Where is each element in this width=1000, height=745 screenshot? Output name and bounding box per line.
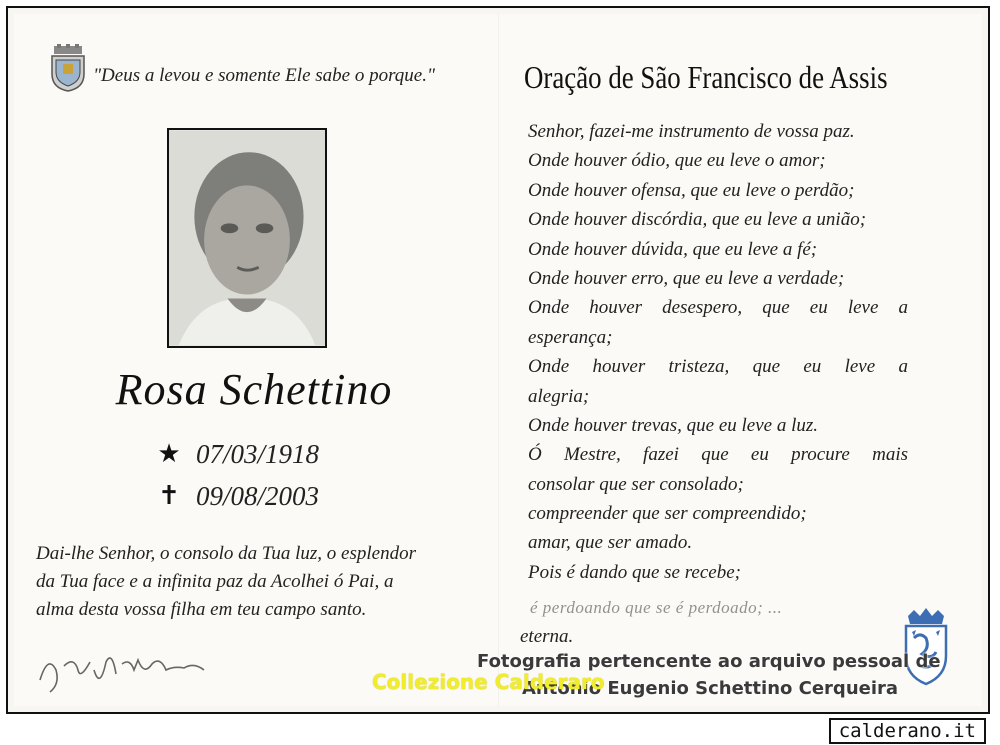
prayer-line: esperança;	[528, 326, 613, 348]
footer-bar	[0, 716, 1000, 745]
prayer-line: Onde houver trevas, que eu leve a luz.	[528, 414, 819, 436]
prayer-line: Onde houver desespero, que eu leve a	[528, 297, 908, 319]
prayer-line: Senhor, fazei-me instrumento de vossa paz.	[528, 121, 855, 142]
prayer-line: consolar que ser consolado;	[528, 473, 744, 495]
prayer-line: Pois é dando que se recebe;	[528, 561, 741, 583]
prayer-line: Onde houver dúvida, que eu leve a fé;	[528, 238, 818, 260]
prayer-line: Onde houver ódio, que eu leve o amor;	[528, 150, 826, 172]
faded-prayer-line: é perdoando que se é perdoado; ...	[530, 598, 783, 617]
star-icon: ★	[157, 439, 181, 468]
prayer-line-final: eterna.	[520, 626, 574, 647]
prayer-line: Onde houver tristeza, que eu leve a	[528, 356, 908, 378]
collection-watermark: Collezione Calderaro	[372, 670, 605, 694]
prayer-line: Onde houver ofensa, que eu leve o perdão;	[528, 179, 855, 201]
memorial-card	[14, 14, 982, 706]
prayer-line: compreender que ser compreendido;	[528, 503, 807, 525]
prayer-title: Oração de São Francisco de Assis	[524, 59, 888, 95]
prayer-line: Onde houver erro, que eu leve a verdade;	[528, 267, 845, 289]
coat-of-arms-blue-icon	[902, 608, 950, 686]
prayer-line: Ó Mestre, fazei que eu procure mais	[528, 444, 908, 466]
signature-icon	[34, 640, 234, 700]
portrait-photo	[167, 128, 327, 348]
coat-of-arms-icon	[48, 44, 88, 92]
archive-credit-line2: Antonio Eugenio Schettino Cerqueira	[522, 678, 899, 699]
archive-credit-line1: Fotografia pertencente ao arquivo pessoal de	[477, 651, 941, 672]
prayer-line: Onde houver discórdia, que eu leve a união;	[528, 209, 867, 231]
death-date-row	[154, 479, 414, 513]
prayer-line: alegria;	[528, 385, 590, 407]
cross-icon: ✝	[158, 481, 180, 510]
birth-date: 07/03/1918	[196, 438, 320, 469]
prayer-lines	[528, 117, 908, 587]
site-link[interactable]: calderano.it	[829, 718, 986, 744]
memorial-quote: "Deus a levou e somente Ele sabe o porque."	[93, 65, 435, 86]
death-date: 09/08/2003	[196, 480, 320, 511]
prayer-left-text: Dai-lhe Senhor, o consolo da Tua luz, o esplendor da Tua face e a infinita paz da Acolhei ó Pai, a alma desta vossa filha em teu campo santo.	[36, 543, 416, 620]
prayer-line: amar, que ser amado.	[528, 532, 693, 554]
deceased-name: Rosa Schettino	[115, 365, 393, 414]
portrait-image	[169, 130, 325, 346]
birth-date-row	[154, 437, 414, 471]
